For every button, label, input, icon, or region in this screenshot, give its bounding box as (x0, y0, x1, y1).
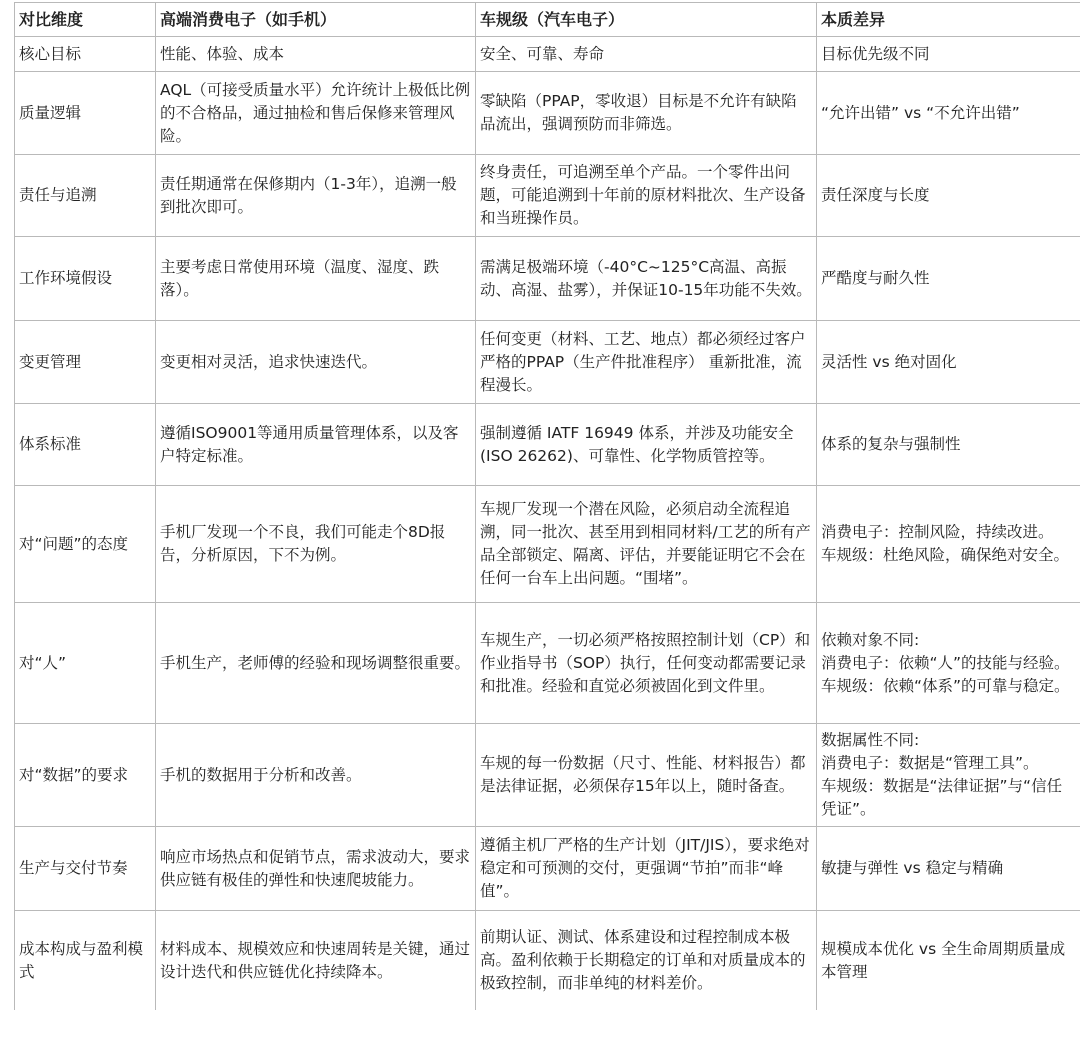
cell-dimension: 体系标准 (15, 404, 156, 486)
cell-difference: 依赖对象不同: 消费电子：依赖“人”的技能与经验。 车规级：依赖“体系”的可靠与稳定。 (817, 603, 1080, 724)
cell-consumer: 责任期通常在保修期内（1-3年），追溯一般到批次即可。 (156, 155, 476, 237)
table-row (15, 911, 1080, 1011)
cell-difference: 数据属性不同: 消费电子：数据是“管理工具”。 车规级：数据是“法律证据”与“信任凭证”。 (817, 724, 1080, 827)
cell-difference: 责任深度与长度 (817, 155, 1080, 237)
cell-difference: 规模成本优化 vs 全生命周期质量成本管理 (817, 911, 1080, 1011)
cell-difference: 灵活性 vs 绝对固化 (817, 321, 1080, 404)
cell-automotive: 强制遵循 IATF 16949 体系，并涉及功能安全(ISO 26262)、可靠性、化学物质管控等。 (476, 404, 817, 486)
bottom-fade (0, 1010, 1080, 1056)
table-row (15, 724, 1080, 827)
cell-automotive: 安全、可靠、寿命 (476, 37, 817, 72)
cell-dimension: 对“问题”的态度 (15, 486, 156, 603)
table-row (15, 37, 1080, 72)
table-row (15, 321, 1080, 404)
cell-consumer: 材料成本、规模效应和快速周转是关键，通过设计迭代和供应链优化持续降本。 (156, 911, 476, 1011)
cell-difference: 严酷度与耐久性 (817, 237, 1080, 321)
header-dimension: 对比维度 (15, 3, 156, 37)
cell-dimension: 生产与交付节奏 (15, 827, 156, 911)
cell-consumer: 手机的数据用于分析和改善。 (156, 724, 476, 827)
table-row (15, 404, 1080, 486)
cell-consumer: 主要考虑日常使用环境（温度、湿度、跌落）。 (156, 237, 476, 321)
cell-dimension: 变更管理 (15, 321, 156, 404)
cell-consumer: 性能、体验、成本 (156, 37, 476, 72)
table-row (15, 72, 1080, 155)
header-consumer: 高端消费电子（如手机） (156, 3, 476, 37)
table-row (15, 155, 1080, 237)
cell-dimension: 对“数据”的要求 (15, 724, 156, 827)
cell-consumer: 遵循ISO9001等通用质量管理体系，以及客户特定标准。 (156, 404, 476, 486)
cell-difference: “允许出错” vs “不允许出错” (817, 72, 1080, 155)
cell-automotive: 任何变更（材料、工艺、地点）都必须经过客户严格的PPAP（生产件批准程序） 重新批准，流程漫长。 (476, 321, 817, 404)
cell-automotive: 遵循主机厂严格的生产计划（JIT/JIS），要求绝对稳定和可预测的交付，更强调“节拍”而非“峰值”。 (476, 827, 817, 911)
cell-automotive: 终身责任，可追溯至单个产品。一个零件出问题，可能追溯到十年前的原材料批次、生产设备和当班操作员。 (476, 155, 817, 237)
cell-automotive: 零缺陷（PPAP，零收退）目标是不允许有缺陷品流出，强调预防而非筛选。 (476, 72, 817, 155)
cell-dimension: 工作环境假设 (15, 237, 156, 321)
header-automotive: 车规级（汽车电子） (476, 3, 817, 37)
cell-dimension: 质量逻辑 (15, 72, 156, 155)
cell-consumer: 响应市场热点和促销节点，需求波动大，要求供应链有极佳的弹性和快速爬坡能力。 (156, 827, 476, 911)
cell-automotive: 需满足极端环境（-40°C~125°C高温、高振动、高湿、盐雾），并保证10-15年功能不失效。 (476, 237, 817, 321)
table-row (15, 486, 1080, 603)
cell-automotive: 车规的每一份数据（尺寸、性能、材料报告）都是法律证据，必须保存15年以上，随时备查。 (476, 724, 817, 827)
cell-dimension: 责任与追溯 (15, 155, 156, 237)
cell-automotive: 前期认证、测试、体系建设和过程控制成本极高。盈利依赖于长期稳定的订单和对质量成本的极致控制，而非单纯的材料差价。 (476, 911, 817, 1011)
cell-difference: 敏捷与弹性 vs 稳定与精确 (817, 827, 1080, 911)
cell-consumer: AQL（可接受质量水平）允许统计上极低比例的不合格品，通过抽检和售后保修来管理风险。 (156, 72, 476, 155)
cell-difference: 体系的复杂与强制性 (817, 404, 1080, 486)
table-header-row (15, 3, 1080, 37)
cell-consumer: 手机生产，老师傅的经验和现场调整很重要。 (156, 603, 476, 724)
header-difference: 本质差异 (817, 3, 1080, 37)
cell-automotive: 车规生产，一切必须严格按照控制计划（CP）和作业指导书（SOP）执行，任何变动都需要记录和批准。经验和直觉必须被固化到文件里。 (476, 603, 817, 724)
table-row (15, 603, 1080, 724)
table-row (15, 827, 1080, 911)
cell-dimension: 核心目标 (15, 37, 156, 72)
cell-dimension: 对“人” (15, 603, 156, 724)
comparison-table (14, 2, 1080, 1011)
cell-automotive: 车规厂发现一个潜在风险，必须启动全流程追溯，同一批次、甚至用到相同材料/工艺的所有产品全部锁定、隔离、评估，并要能证明它不会在任何一台车上出问题。“围堵”。 (476, 486, 817, 603)
cell-consumer: 手机厂发现一个不良，我们可能走个8D报告，分析原因，下不为例。 (156, 486, 476, 603)
cell-consumer: 变更相对灵活，追求快速迭代。 (156, 321, 476, 404)
cell-difference: 消费电子：控制风险，持续改进。 车规级：杜绝风险，确保绝对安全。 (817, 486, 1080, 603)
cell-dimension: 成本构成与盈利模式 (15, 911, 156, 1011)
table-row (15, 237, 1080, 321)
cell-difference: 目标优先级不同 (817, 37, 1080, 72)
